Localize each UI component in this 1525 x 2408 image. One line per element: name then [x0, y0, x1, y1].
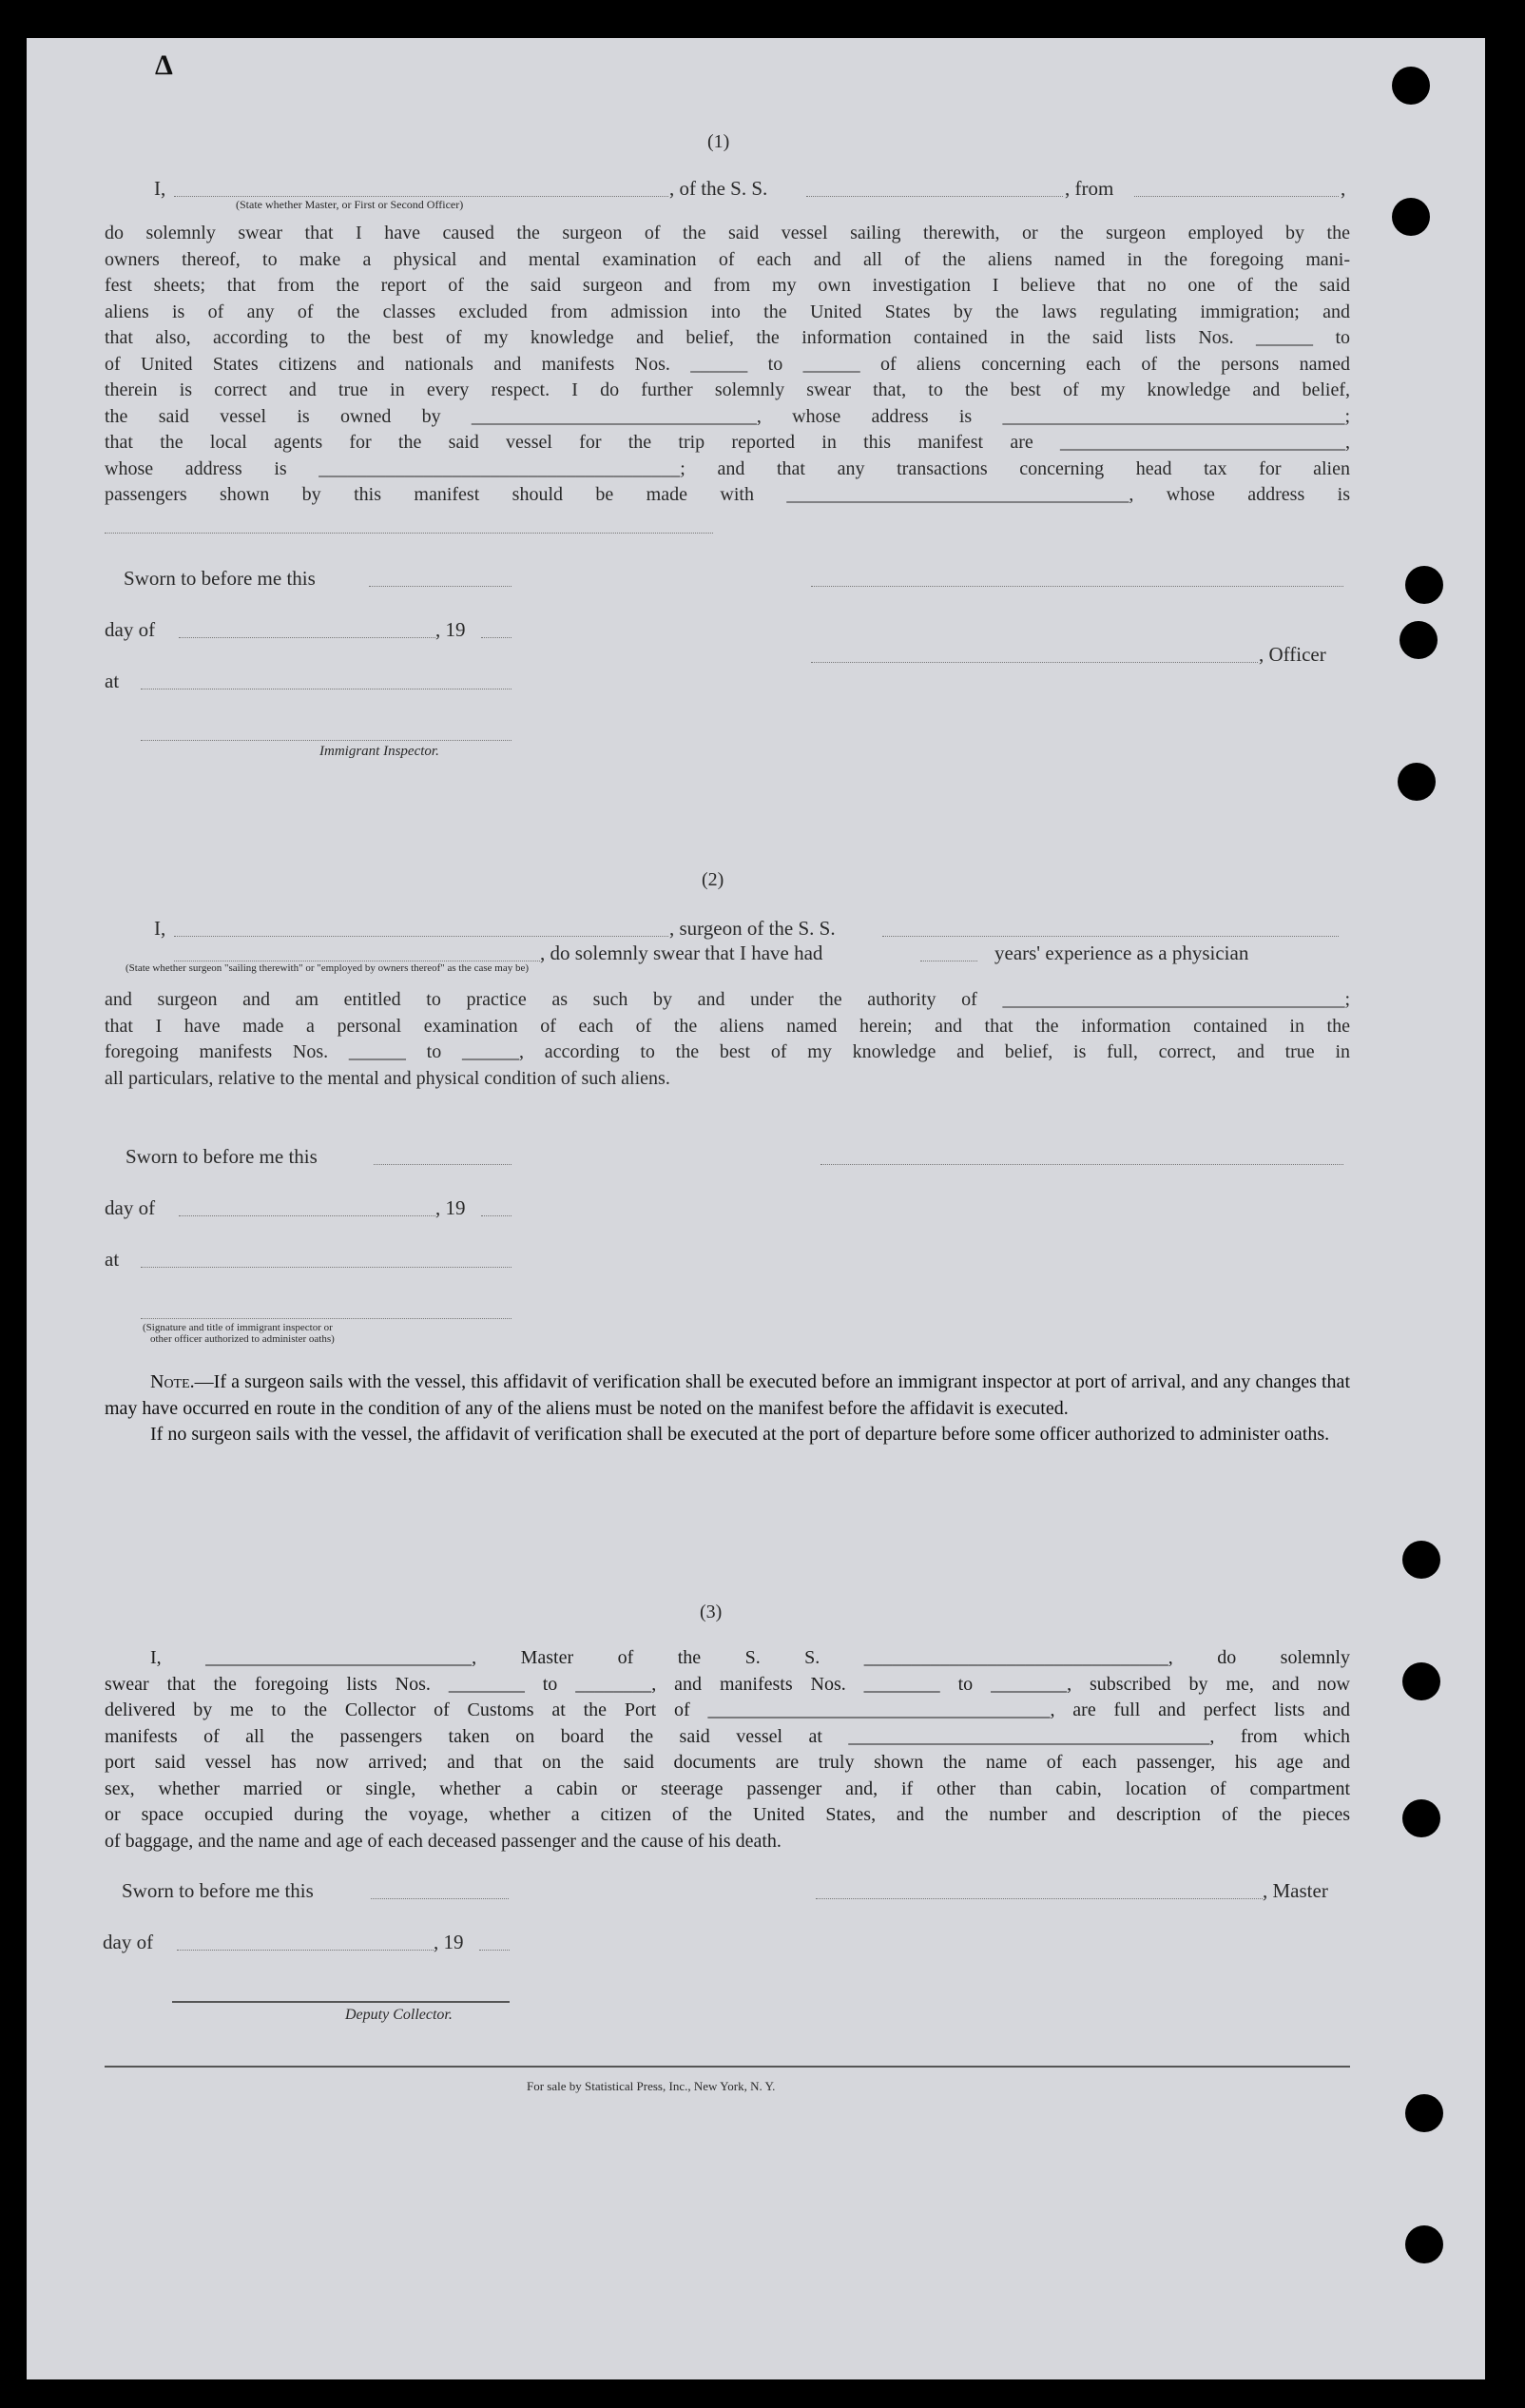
s1-line: therein is correct and true in every respect. I do further solemnly swear that, to the best of my knowledge and belief,: [105, 379, 1350, 400]
s2-year: , 19: [435, 1196, 466, 1219]
s1-head-of-ss: , of the S. S.: [669, 177, 768, 200]
s1-line: passengers shown by this manifest should be made with ____________________________________, whose address is: [105, 484, 1350, 505]
footer-imprint: For sale by Statistical Press, Inc., New York, N. Y.: [527, 2079, 776, 2093]
s2-affidavit-text: [105, 987, 1350, 1092]
s3-line: port said vessel has now arrived; and that on the said documents are truly shown the name of each passenger, his age and: [105, 1752, 1350, 1773]
s1-line: owners thereof, to make a physical and mental examination of each and all of the aliens named in the foregoing mani-: [105, 248, 1350, 270]
s3-year: , 19: [434, 1931, 464, 1953]
s1-day-blank: [179, 637, 435, 638]
punch-hole: [1402, 1662, 1440, 1700]
s3-master: , Master: [1263, 1879, 1328, 1902]
s1-head-I: I,: [154, 177, 166, 200]
s1-head-comma: ,: [1341, 177, 1346, 200]
punch-hole: [1392, 198, 1430, 236]
s2-name-blank: [174, 936, 668, 937]
s3-year-blank: [479, 1950, 510, 1951]
s2-at-blank: [141, 1267, 512, 1268]
footer-rule: [105, 2066, 1350, 2068]
s2-day-blank: [179, 1215, 435, 1216]
s1-line: that also, according to the best of my knowledge and belief, the information contained in the said lists Nos. ______ to: [105, 327, 1350, 348]
s1-inspector-blank: [141, 740, 512, 741]
s1-affidavit-text: [105, 221, 1350, 509]
s1-line: of United States citizens and nationals and manifests Nos. ______ to ______ of aliens concerning each of the persons named: [105, 353, 1350, 375]
s1-line: the said vessel is owned by ______________________________, whose address is ____________________________________;: [105, 405, 1350, 427]
s2-note-text: —If a surgeon sails with the vessel, this affidavit of verification shall be executed before an immigrant inspector at port of arrival, and any changes that may have occurred en route in the condition of any of the aliens must be noted on the manifest before the affidavit is executed.: [105, 1371, 1350, 1419]
punch-hole: [1398, 763, 1436, 801]
s2-signature-blank: [820, 1164, 1343, 1165]
s3-sworn: Sworn to before me this: [122, 1879, 314, 1902]
s2-day-of: day of: [105, 1196, 156, 1219]
s3-deputy: Deputy Collector.: [345, 2007, 453, 2023]
s2-note-block: [105, 1369, 1350, 1448]
section-1-number: (1): [707, 131, 730, 152]
s1-from-blank: [1134, 196, 1339, 197]
corner-mark: Δ: [155, 49, 173, 81]
s1-address-blank: [105, 533, 713, 534]
punch-hole: [1405, 2094, 1443, 2132]
punch-hole: [1405, 566, 1443, 604]
s2-head-surgeon: , surgeon of the S. S.: [669, 917, 836, 940]
s2-note-para: [105, 1369, 1350, 1422]
s2-note2: If no surgeon sails with the vessel, the affidavit of verification shall be executed at the port of departure before some officer authorized to administer oaths.: [150, 1424, 1330, 1445]
s3-deputy-blank: [172, 2001, 510, 2003]
punch-hole: [1392, 67, 1430, 105]
s2-line: foregoing manifests Nos. ______ to ______, according to the best of my knowledge and belief, is full, correct, and true in: [105, 1041, 1350, 1062]
section-2-number: (2): [702, 869, 724, 890]
s3-affidavit-text: [105, 1645, 1350, 1855]
s2-line: that I have made a personal examination of each of the aliens named herein; and that the information contained in the: [105, 1015, 1350, 1037]
s1-sworn: Sworn to before me this: [124, 567, 316, 590]
s3-line: delivered by me to the Collector of Customs at the Port of ____________________________________, are full and perfect lists and: [105, 1699, 1350, 1720]
s3-master-blank: [816, 1898, 1263, 1899]
s1-inspector: Immigrant Inspector.: [319, 744, 439, 759]
s1-signature-blank: [811, 586, 1343, 587]
form-sheet: [27, 38, 1485, 2379]
s1-officer-blank: [811, 662, 1258, 663]
s1-day-of: day of: [105, 618, 156, 641]
s2-note: (State whether surgeon "sailing therewith" or "employed by owners thereof" as the case may be): [125, 962, 530, 974]
punch-hole: [1402, 1541, 1440, 1579]
s3-day-of: day of: [103, 1931, 154, 1953]
s2-vessel-blank: [882, 936, 1339, 937]
s1-sworn-blank: [369, 586, 512, 587]
s2-line2b: years' experience as a physician: [994, 942, 1249, 964]
s1-line: aliens is of any of the classes excluded from admission into the United States by the laws regulating immigration; and: [105, 301, 1350, 322]
s3-line: sex, whether married or single, whether a cabin or steerage passenger and, if other than cabin, location of compartment: [105, 1777, 1350, 1799]
s2-line: all particulars, relative to the mental and physical condition of such aliens.: [105, 1067, 670, 1089]
s2-sworn: Sworn to before me this: [125, 1145, 318, 1168]
s2-line2a: , do solemnly swear that I have had: [540, 942, 823, 964]
punch-hole: [1405, 2225, 1443, 2263]
s2-head-I: I,: [154, 917, 166, 940]
s3-line: of baggage, and the name and age of each deceased passenger and the cause of his death.: [105, 1830, 782, 1852]
s2-note-label: Note.: [150, 1371, 195, 1392]
s3-sworn-blank: [371, 1898, 509, 1899]
s1-line: fest sheets; that from the report of the said surgeon and from my own investigation I believe that no one of the said: [105, 275, 1350, 296]
s1-line: whose address is ______________________________________; and that any transactions concerning head tax for alien: [105, 457, 1350, 479]
s2-sworn-blank: [374, 1164, 512, 1165]
s2-sig-1: (Signature and title of immigrant inspector or: [143, 1322, 333, 1333]
s1-head-from: , from: [1065, 177, 1114, 200]
section-3-number: (3): [700, 1602, 723, 1622]
s3-line: or space occupied during the voyage, whether a citizen of the United States, and the number and description of the pieces: [105, 1804, 1350, 1825]
s1-year-blank: [481, 637, 512, 638]
s1-year: , 19: [435, 618, 466, 641]
s3-line: I, ____________________________, Master of the S. S. ________________________________, do solemnly: [150, 1647, 1350, 1668]
s3-line: swear that the foregoing lists Nos. ________ to ________, and manifests Nos. ________ to ________, subscribed by me, and now: [105, 1673, 1350, 1695]
s2-line: and surgeon and am entitled to practice as such by and under the authority of ____________________________________;: [105, 989, 1350, 1010]
s2-at: at: [105, 1248, 120, 1271]
s1-name-blank: [174, 196, 668, 197]
s3-line: manifests of all the passengers taken on board the said vessel at ______________________________________, from which: [105, 1725, 1350, 1747]
punch-hole: [1402, 1799, 1440, 1837]
s3-day-blank: [177, 1950, 434, 1951]
s1-line: do solemnly swear that I have caused the surgeon of the said vessel sailing therewith, or the surgeon employed by the: [105, 223, 1350, 243]
s1-vessel-blank: [806, 196, 1063, 197]
s2-sig-blank: [141, 1318, 512, 1319]
s1-at: at: [105, 670, 120, 692]
s2-year-blank: [481, 1215, 512, 1216]
s1-line: that the local agents for the said vessel for the trip reported in this manifest are ______________________________,: [105, 432, 1350, 453]
s1-head-note: (State whether Master, or First or Second Officer): [236, 198, 464, 211]
s2-sig-2: other officer authorized to administer oaths): [150, 1333, 335, 1345]
punch-hole: [1400, 621, 1438, 659]
s1-officer: , Officer: [1259, 643, 1326, 666]
